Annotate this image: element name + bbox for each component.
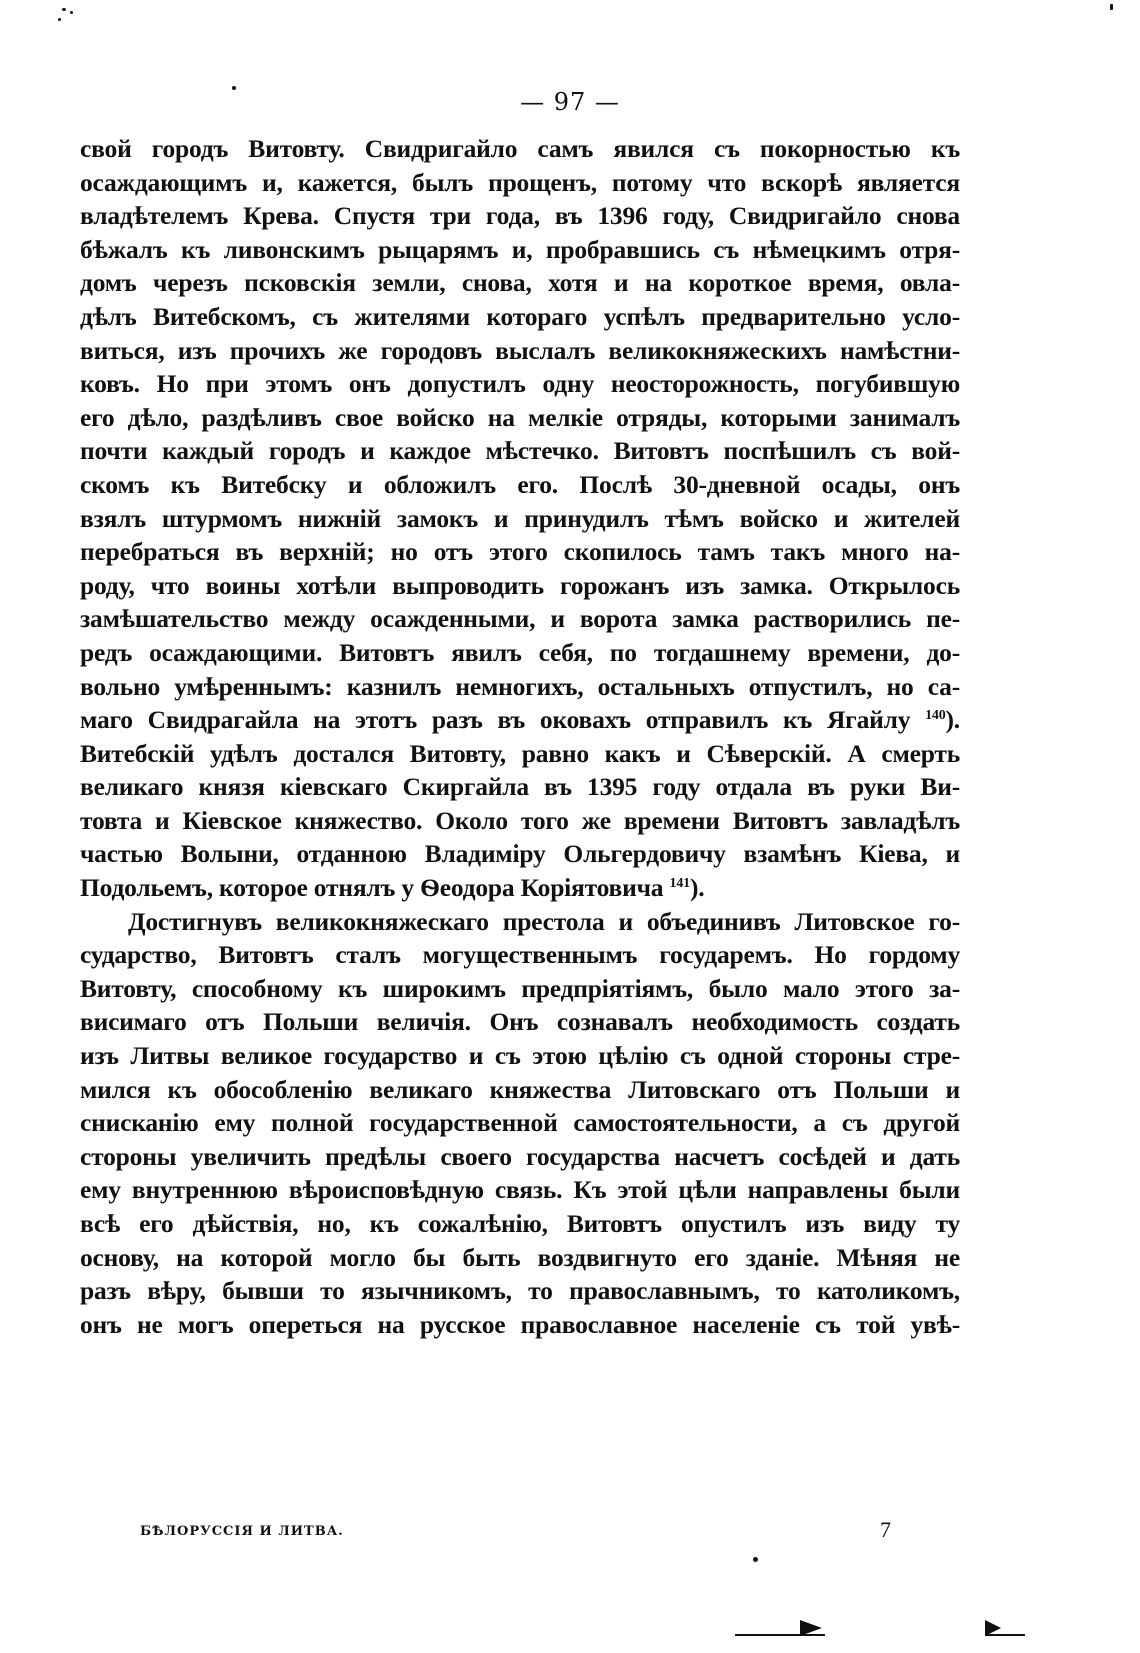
text-line: его дѣло, раздѣливъ свое войско на мелкіе отряды, которыми занималъ <box>80 402 960 432</box>
text-fragment: Подольемъ, которое отнялъ у Ѳеодора Коріятовича <box>80 873 664 903</box>
text-line: всѣ его дѣйствія, но, къ сожалѣнію, Витовтъ опустилъ изъ виду ту <box>80 1209 960 1238</box>
text-line: перебраться въ верхній; но отъ этого скопилось тамъ такъ много на- <box>80 537 960 567</box>
text-line: бѣжалъ къ ливонскимъ рыцарямъ и, пробравшись съ нѣмецкимъ отря- <box>80 234 960 264</box>
text-line: Витебскій удѣлъ достался Витовту, равно какъ и Сѣверскій. А смерть <box>80 738 960 768</box>
footnote-ref-140[interactable]: 140 <box>925 708 946 724</box>
text-line: мился къ обособленію великаго княжества Литовскаго отъ Польши и <box>80 1074 960 1104</box>
text-line: частью Волыни, отданною Владиміру Ольгердовичу взамѣнъ Кіева, и <box>80 839 960 869</box>
text-line: владѣтелемъ Крева. Спустя три года, въ 1396 году, Свидригайло снова <box>80 201 960 231</box>
text-line: снисканію ему полной государственной самостоятельности, а съ другой <box>80 1108 960 1138</box>
text-line: скомъ къ Витебску и обложилъ его. Послѣ 30-дневной осады, онъ <box>80 469 960 499</box>
text-line: великаго князя кіевскаго Скиргайла въ 1395 году отдала въ руки Ви- <box>80 772 960 802</box>
text-line: онъ не могъ опереться на русское православное населеніе съ той увѣ- <box>80 1309 960 1339</box>
text-line: вольно умѣреннымъ: казнилъ немногихъ, остальныхъ отпустилъ, но са- <box>80 671 960 701</box>
footnote-close: ). <box>689 873 705 903</box>
page-number: — 97 — <box>520 88 620 116</box>
binding-mark-triangle <box>985 1620 1001 1636</box>
text-line: свой городъ Витовту. Свидригайло самъ явился съ покорностью къ <box>80 134 960 163</box>
footnote-close: ). <box>945 705 960 735</box>
text-line: основу, на которой могло бы быть воздвигнуто его зданіе. Мѣняя не <box>80 1242 960 1272</box>
text-line: Достигнувъ великокняжескаго престола и объединивъ Литовское го- <box>128 906 960 936</box>
text-line: товта и Кіевское княжество. Около того же времени Витовтъ завладѣлъ <box>80 805 960 835</box>
text-line: взялъ штурмомъ нижній замокъ и принудилъ тѣмъ войско и жителей <box>80 503 960 533</box>
scan-speck <box>58 18 61 21</box>
text-line: ковъ. Но при этомъ онъ допустилъ одну неосторожность, погубившую <box>80 369 960 399</box>
scan-speck <box>1110 4 1113 10</box>
text-fragment: маго Свидрагайла на этотъ разъ въ оковахъ отправилъ къ Ягайлу <box>80 705 911 735</box>
binding-mark-triangle <box>800 1620 822 1636</box>
text-line: виться, изъ прочихъ же городовъ выслалъ великокняжескихъ намѣстни- <box>80 335 960 365</box>
text-line: роду, что воины хотѣли выпроводить горожанъ изъ замка. Открылось <box>80 570 960 600</box>
text-line: дѣлъ Витебскомъ, съ жителями котораго успѣлъ предварительно усло- <box>80 301 960 331</box>
text-line: стороны увеличить предѣлы своего государства насчетъ сосѣдей и дать <box>80 1141 960 1171</box>
text-line-with-footnote <box>80 871 960 905</box>
text-line: замѣшательство между осажденными, и ворота замка растворились пе- <box>80 604 960 634</box>
footnote-ref-141[interactable]: 141 <box>669 876 690 892</box>
scan-speck <box>62 8 66 11</box>
text-line: редъ осаждающими. Витовтъ явилъ себя, по тогдашнему времени, до- <box>80 637 960 667</box>
text-line: сударство, Витовтъ сталъ могущественнымъ государемъ. Но гордому <box>80 940 960 970</box>
footer-title: БѢЛОРУССІЯ И ЛИТВА. <box>140 1524 344 1539</box>
text-line: почти каждый городъ и каждое мѣстечко. Витовтъ поспѣшилъ съ вой- <box>80 436 960 466</box>
footer-signature: 7 <box>880 1517 891 1542</box>
text-line: Витовту, способному къ широкимъ предпріятіямъ, было мало этого за- <box>80 973 960 1003</box>
text-line: ему внутреннюю вѣроисповѣдную связь. Къ этой цѣли направлены были <box>80 1175 960 1205</box>
text-line: изъ Литвы великое государство и съ этою цѣлію съ одной стороны стре- <box>80 1041 960 1071</box>
text-line: разъ вѣру, бывши то язычникомъ, то православнымъ, то католикомъ, <box>80 1276 960 1306</box>
text-line: висимаго отъ Польши величія. Онъ сознавалъ необходимость создать <box>80 1007 960 1037</box>
text-line: осаждающимъ и, кажется, былъ прощенъ, потому что вскорѣ является <box>80 167 960 197</box>
text-line: домъ черезъ псковскія земли, снова, хотя и на короткое время, овла- <box>80 268 960 298</box>
body-text <box>80 132 960 1341</box>
scan-speck <box>753 1557 758 1562</box>
scan-speck <box>70 11 73 14</box>
text-line-with-footnote <box>80 703 960 737</box>
